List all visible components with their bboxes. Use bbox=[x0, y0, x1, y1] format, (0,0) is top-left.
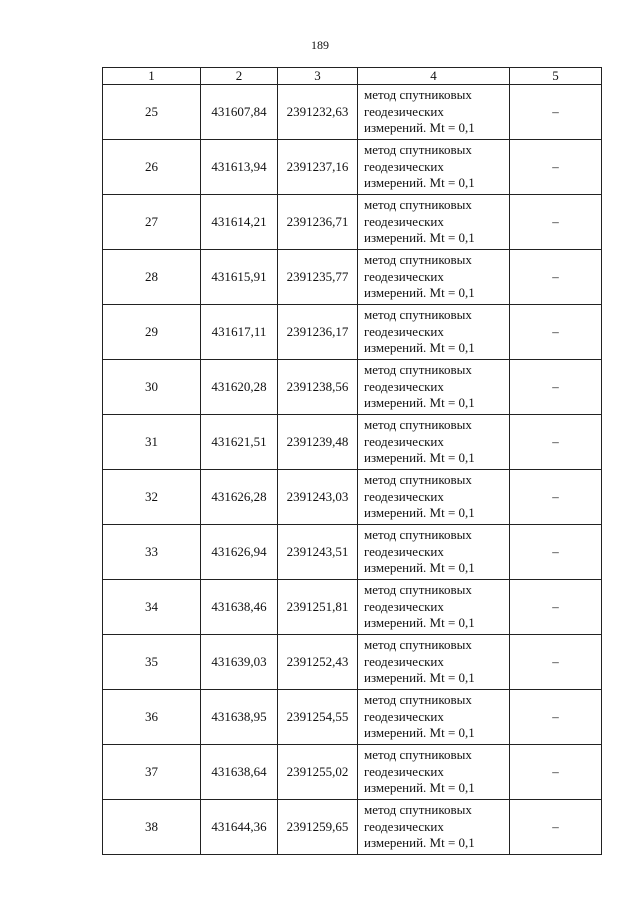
header-cell-4: 4 bbox=[358, 68, 510, 85]
point-number-cell: 32 bbox=[103, 470, 201, 525]
method-line: метод спутниковых bbox=[364, 362, 472, 377]
method-line: геодезических bbox=[364, 598, 444, 614]
point-number-cell: 28 bbox=[103, 250, 201, 305]
point-number-cell: 36 bbox=[103, 690, 201, 745]
note-cell: – bbox=[510, 85, 602, 140]
method-cell bbox=[358, 140, 510, 195]
note-cell: – bbox=[510, 250, 602, 305]
method-cell bbox=[358, 415, 510, 470]
table-body bbox=[103, 85, 602, 855]
coord-x-cell: 431626,28 bbox=[201, 470, 278, 525]
point-number-cell: 29 bbox=[103, 305, 201, 360]
table-row bbox=[103, 250, 602, 305]
point-number-cell: 31 bbox=[103, 415, 201, 470]
method-line: геодезических bbox=[364, 213, 444, 229]
coord-y-cell: 2391251,81 bbox=[278, 580, 358, 635]
method-line: геодезических bbox=[364, 268, 444, 284]
note-cell: – bbox=[510, 305, 602, 360]
coord-y-cell: 2391236,71 bbox=[278, 195, 358, 250]
method-cell bbox=[358, 250, 510, 305]
method-line: метод спутниковых bbox=[364, 252, 472, 267]
note-cell: – bbox=[510, 800, 602, 855]
coord-y-cell: 2391237,16 bbox=[278, 140, 358, 195]
method-line: измерений. Mt = 0,1 bbox=[364, 120, 475, 135]
table-row bbox=[103, 525, 602, 580]
coord-x-cell: 431644,36 bbox=[201, 800, 278, 855]
method-line: геодезических bbox=[364, 488, 444, 504]
coord-y-cell: 2391239,48 bbox=[278, 415, 358, 470]
coord-x-cell: 431615,91 bbox=[201, 250, 278, 305]
method-line: измерений. Mt = 0,1 bbox=[364, 285, 475, 300]
coord-y-cell: 2391232,63 bbox=[278, 85, 358, 140]
method-line: измерений. Mt = 0,1 bbox=[364, 395, 475, 410]
method-line: измерений. Mt = 0,1 bbox=[364, 670, 475, 685]
table-row bbox=[103, 745, 602, 800]
method-line: метод спутниковых bbox=[364, 87, 472, 102]
coord-x-cell: 431607,84 bbox=[201, 85, 278, 140]
coord-x-cell: 431617,11 bbox=[201, 305, 278, 360]
method-line: метод спутниковых bbox=[364, 142, 472, 157]
coord-x-cell: 431638,46 bbox=[201, 580, 278, 635]
note-cell: – bbox=[510, 745, 602, 800]
method-cell bbox=[358, 85, 510, 140]
table-row bbox=[103, 360, 602, 415]
table-row bbox=[103, 690, 602, 745]
coord-x-cell: 431613,94 bbox=[201, 140, 278, 195]
note-cell: – bbox=[510, 360, 602, 415]
method-line: геодезических bbox=[364, 158, 444, 174]
note-cell: – bbox=[510, 470, 602, 525]
point-number-cell: 38 bbox=[103, 800, 201, 855]
method-line: метод спутниковых bbox=[364, 472, 472, 487]
method-line: измерений. Mt = 0,1 bbox=[364, 450, 475, 465]
method-line: метод спутниковых bbox=[364, 582, 472, 597]
method-cell bbox=[358, 195, 510, 250]
method-line: геодезических bbox=[364, 543, 444, 559]
method-line: измерений. Mt = 0,1 bbox=[364, 505, 475, 520]
method-cell bbox=[358, 635, 510, 690]
table-row bbox=[103, 580, 602, 635]
note-cell: – bbox=[510, 580, 602, 635]
method-line: измерений. Mt = 0,1 bbox=[364, 835, 475, 850]
coord-x-cell: 431620,28 bbox=[201, 360, 278, 415]
note-cell: – bbox=[510, 415, 602, 470]
coord-y-cell: 2391255,02 bbox=[278, 745, 358, 800]
coord-y-cell: 2391243,03 bbox=[278, 470, 358, 525]
coord-x-cell: 431626,94 bbox=[201, 525, 278, 580]
method-line: геодезических bbox=[364, 323, 444, 339]
method-line: измерений. Mt = 0,1 bbox=[364, 780, 475, 795]
coord-y-cell: 2391259,65 bbox=[278, 800, 358, 855]
coord-x-cell: 431614,21 bbox=[201, 195, 278, 250]
method-line: геодезических bbox=[364, 763, 444, 779]
method-cell bbox=[358, 470, 510, 525]
note-cell: – bbox=[510, 635, 602, 690]
note-cell: – bbox=[510, 140, 602, 195]
coord-y-cell: 2391238,56 bbox=[278, 360, 358, 415]
method-cell bbox=[358, 745, 510, 800]
table-row bbox=[103, 800, 602, 855]
header-cell-2: 2 bbox=[201, 68, 278, 85]
point-number-cell: 27 bbox=[103, 195, 201, 250]
method-line: измерений. Mt = 0,1 bbox=[364, 615, 475, 630]
coord-y-cell: 2391236,17 bbox=[278, 305, 358, 360]
method-cell bbox=[358, 800, 510, 855]
point-number-cell: 35 bbox=[103, 635, 201, 690]
method-line: геодезических bbox=[364, 433, 444, 449]
method-line: измерений. Mt = 0,1 bbox=[364, 175, 475, 190]
header-cell-1: 1 bbox=[103, 68, 201, 85]
method-line: метод спутниковых bbox=[364, 692, 472, 707]
method-line: измерений. Mt = 0,1 bbox=[364, 725, 475, 740]
method-line: измерений. Mt = 0,1 bbox=[364, 340, 475, 355]
table-row bbox=[103, 85, 602, 140]
point-number-cell: 26 bbox=[103, 140, 201, 195]
method-cell bbox=[358, 580, 510, 635]
method-line: измерений. Mt = 0,1 bbox=[364, 560, 475, 575]
point-number-cell: 34 bbox=[103, 580, 201, 635]
header-cell-5: 5 bbox=[510, 68, 602, 85]
coord-y-cell: 2391254,55 bbox=[278, 690, 358, 745]
coord-x-cell: 431638,64 bbox=[201, 745, 278, 800]
coord-y-cell: 2391243,51 bbox=[278, 525, 358, 580]
table-row bbox=[103, 140, 602, 195]
point-number-cell: 33 bbox=[103, 525, 201, 580]
table-row bbox=[103, 470, 602, 525]
coord-x-cell: 431639,03 bbox=[201, 635, 278, 690]
method-cell bbox=[358, 305, 510, 360]
method-line: метод спутниковых bbox=[364, 197, 472, 212]
coord-y-cell: 2391252,43 bbox=[278, 635, 358, 690]
point-number-cell: 30 bbox=[103, 360, 201, 415]
table-row bbox=[103, 635, 602, 690]
note-cell: – bbox=[510, 195, 602, 250]
point-number-cell: 37 bbox=[103, 745, 201, 800]
table-row bbox=[103, 305, 602, 360]
method-line: метод спутниковых bbox=[364, 747, 472, 762]
method-line: измерений. Mt = 0,1 bbox=[364, 230, 475, 245]
method-line: метод спутниковых bbox=[364, 802, 472, 817]
method-line: метод спутниковых bbox=[364, 637, 472, 652]
method-line: метод спутниковых bbox=[364, 527, 472, 542]
header-cell-3: 3 bbox=[278, 68, 358, 85]
method-line: геодезических bbox=[364, 818, 444, 834]
coord-x-cell: 431621,51 bbox=[201, 415, 278, 470]
method-line: метод спутниковых bbox=[364, 417, 472, 432]
coordinates-table bbox=[102, 67, 602, 855]
method-line: геодезических bbox=[364, 708, 444, 724]
method-cell bbox=[358, 525, 510, 580]
method-line: геодезических bbox=[364, 653, 444, 669]
header-row bbox=[103, 68, 602, 85]
method-line: геодезических bbox=[364, 103, 444, 119]
coord-x-cell: 431638,95 bbox=[201, 690, 278, 745]
method-line: метод спутниковых bbox=[364, 307, 472, 322]
method-line: геодезических bbox=[364, 378, 444, 394]
method-cell bbox=[358, 360, 510, 415]
note-cell: – bbox=[510, 690, 602, 745]
note-cell: – bbox=[510, 525, 602, 580]
table-row bbox=[103, 415, 602, 470]
point-number-cell: 25 bbox=[103, 85, 201, 140]
coord-y-cell: 2391235,77 bbox=[278, 250, 358, 305]
page-number: 189 bbox=[311, 38, 329, 52]
table-row bbox=[103, 195, 602, 250]
method-cell bbox=[358, 690, 510, 745]
